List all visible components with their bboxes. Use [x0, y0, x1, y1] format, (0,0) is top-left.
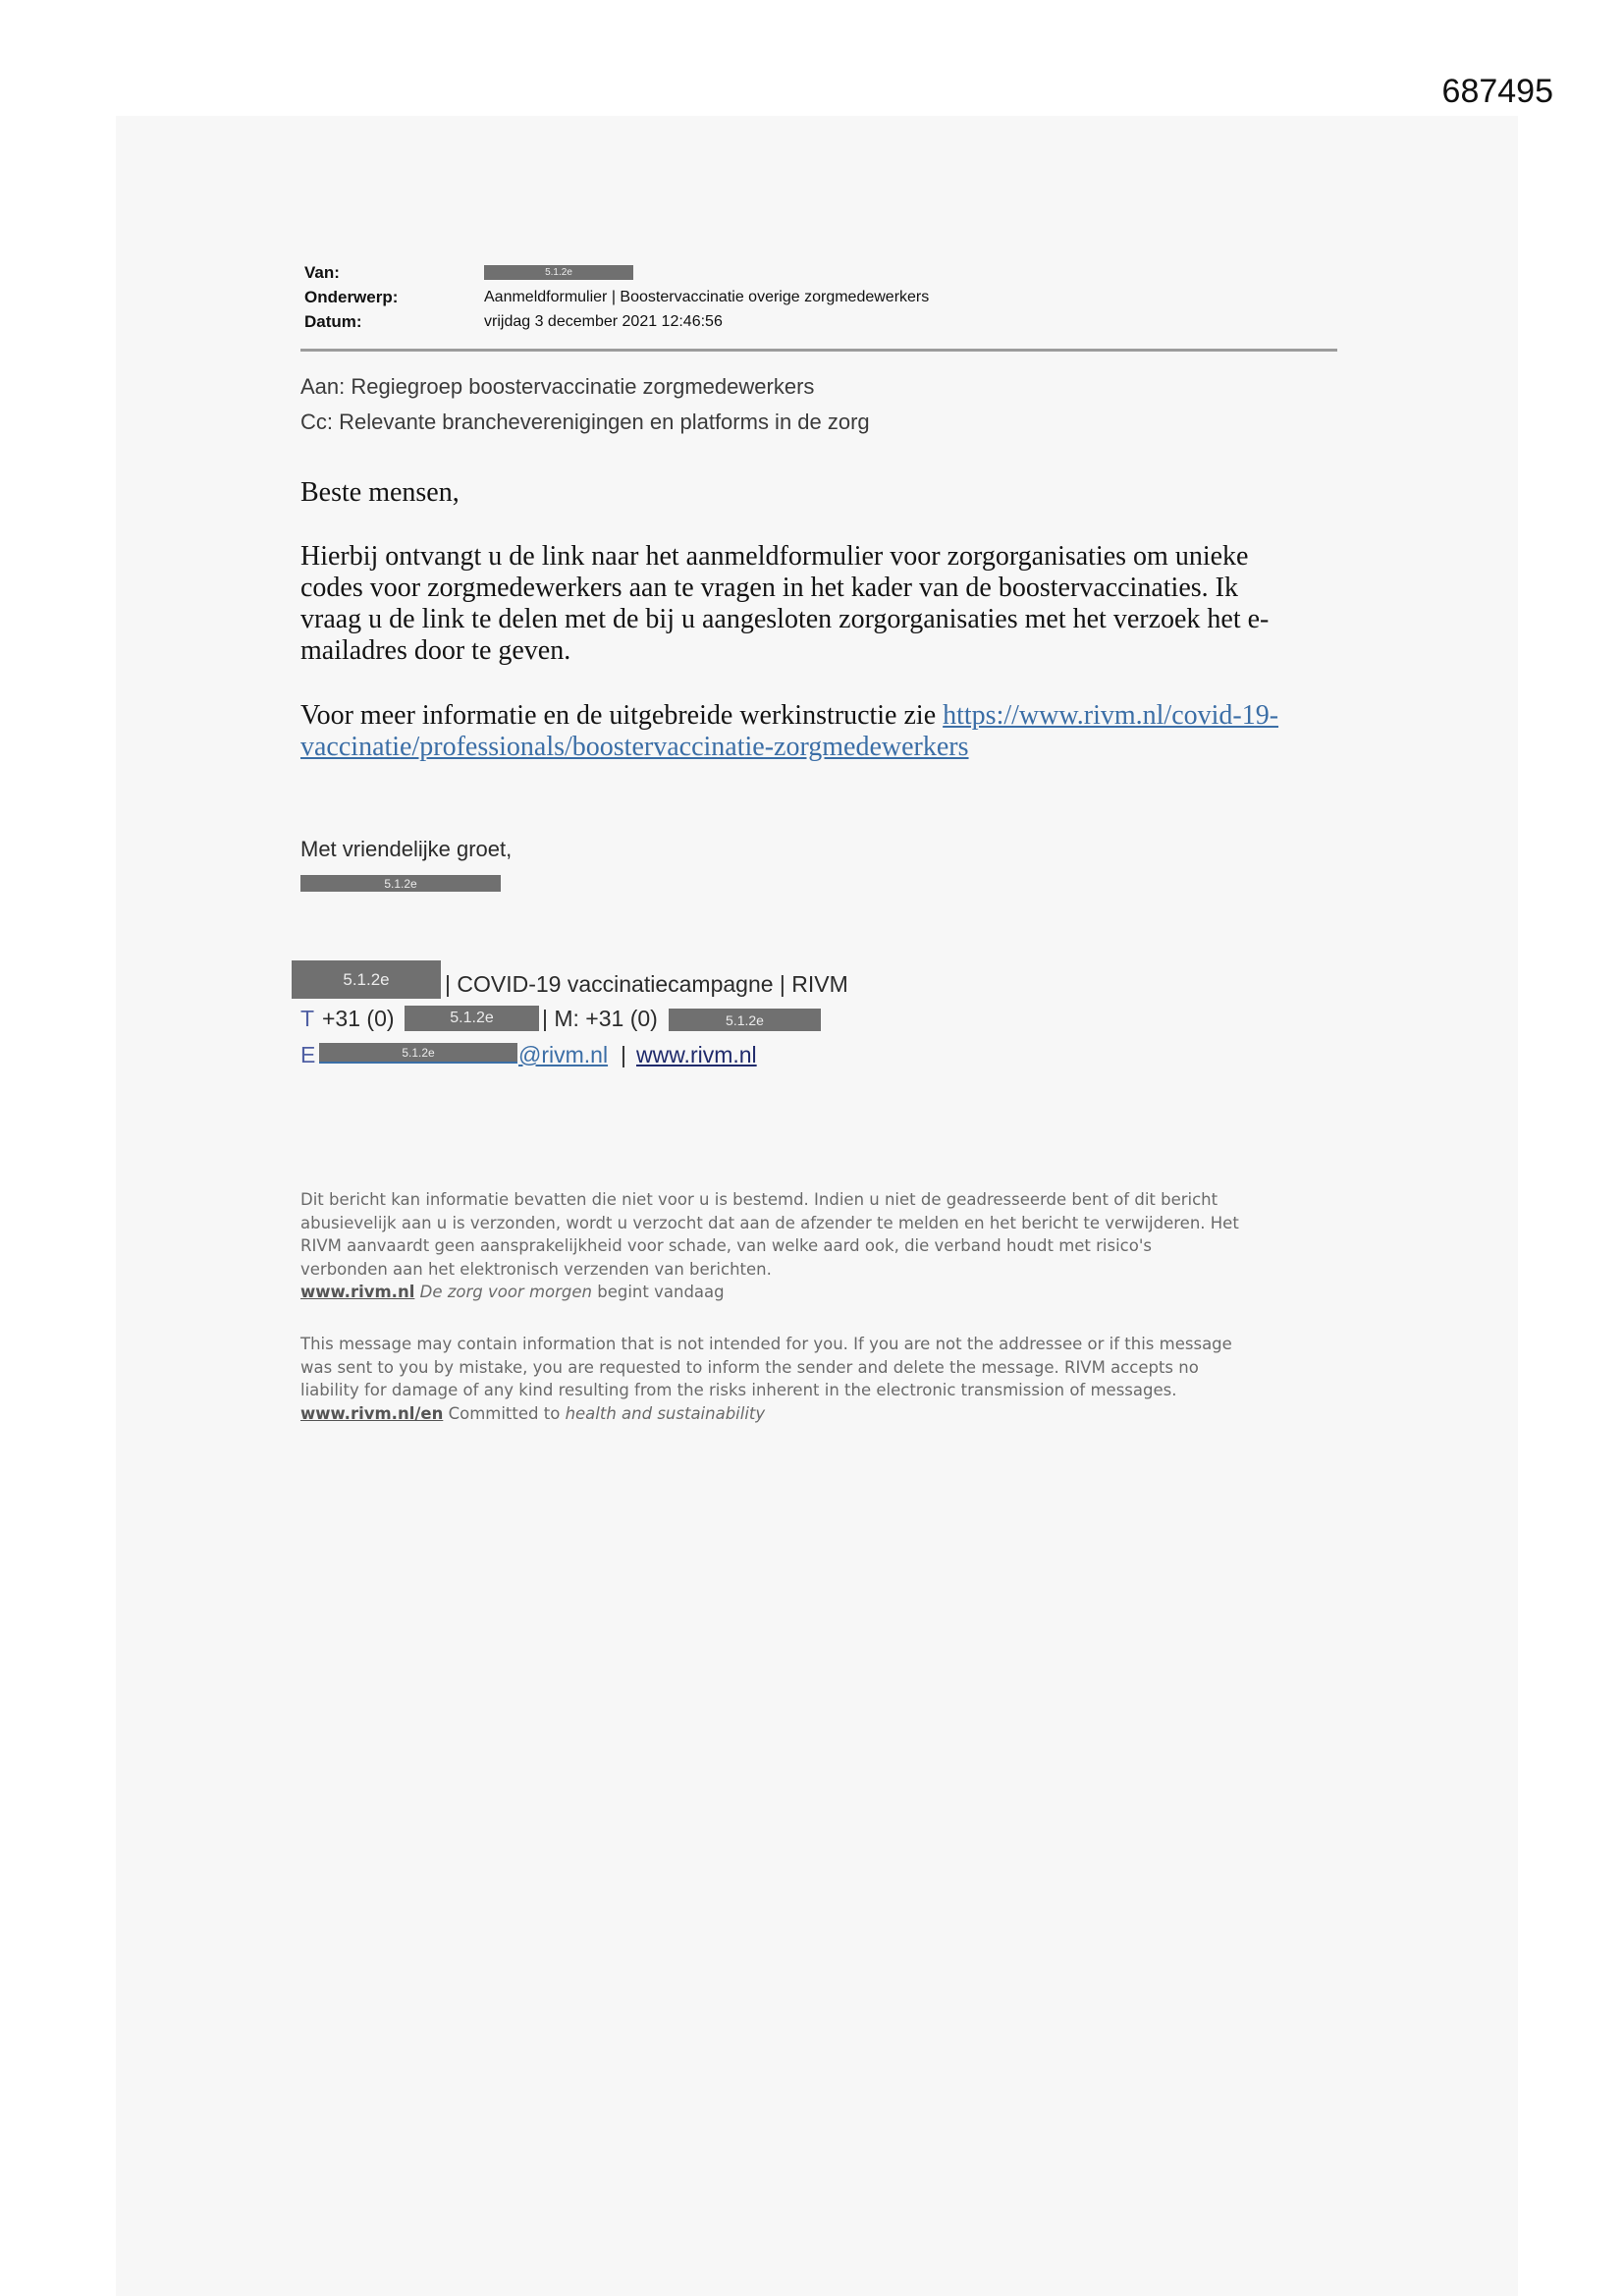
redaction-box: [300, 875, 501, 892]
paragraph-line: codes voor zorgmedewerkers aan te vragen in het kader van de boostervaccinaties. Ik: [300, 573, 1238, 603]
disclaimer-tagline: [300, 1402, 1232, 1426]
from-label: Van:: [304, 262, 340, 282]
disclaimer-line: abusievelijk aan u is verzonden, wordt u verzocht dat aan de afzender te melden en het bericht te verwijderen. Het: [300, 1213, 1239, 1232]
mobile-prefix: | M: +31 (0): [542, 1006, 658, 1031]
tagline-end: begint vandaag: [597, 1283, 725, 1302]
redaction-code: 5.1.2e: [450, 1010, 494, 1026]
disclaimer-english: [300, 1333, 1232, 1425]
cc-line: Cc: Relevante brancheverenigingen en platforms in de zorg: [300, 410, 870, 434]
email-header: [304, 260, 929, 334]
disclaimer-line: Dit bericht kan informatie bevatten die niet voor u is bestemd. Indien u niet de geadresseerde bent of dit bericht: [300, 1190, 1218, 1209]
redaction-code: 5.1.2e: [343, 969, 390, 989]
header-row-from: [304, 260, 929, 285]
redaction-box: [292, 960, 441, 999]
phone-prefix: +31 (0): [322, 1006, 395, 1031]
date-value: vrijdag 3 december 2021 12:46:56: [484, 312, 723, 330]
info-line: [300, 700, 1278, 732]
disclaimer-line: This message may contain information that is not intended for you. If you are not the addressee or if this message: [300, 1335, 1232, 1353]
to-line: Aan: Regiegroep boostervaccinatie zorgmedewerkers: [300, 374, 815, 399]
subject-value: Aanmeldformulier | Boostervaccinatie overige zorgmedewerkers: [484, 288, 930, 305]
redaction-box: [484, 265, 633, 280]
signature-title: | COVID-19 vaccinatiecampagne | RIVM: [445, 971, 848, 997]
disclaimer-line: RIVM aanvaardt geen aansprakelijkheid voor schade, van welke aard ook, die verband houdt met risico's: [300, 1236, 1152, 1256]
instruction-link-part-2[interactable]: vaccinatie/professionals/boostervaccinatie-zorgmedewerkers: [300, 732, 969, 762]
redaction-box: [405, 1006, 539, 1031]
disclaimer-line: was sent to you by mistake, you are requested to inform the sender and delete the message. RIVM accepts no: [300, 1357, 1199, 1377]
tagline-start: Committed to: [448, 1403, 561, 1423]
redaction-box: [669, 1009, 821, 1031]
info-paragraph: [300, 700, 1278, 763]
instruction-link-part-1[interactable]: https://www.rivm.nl/covid-19-: [943, 700, 1279, 731]
document-number: 687495: [1441, 73, 1553, 110]
disclaimer-tagline: [300, 1281, 1239, 1304]
header-divider: [300, 349, 1337, 352]
recipients: [300, 369, 870, 440]
paragraph-line: mailadres door te geven.: [300, 635, 571, 666]
info-line: [300, 732, 1278, 763]
separator: |: [621, 1042, 626, 1067]
redaction-code: 5.1.2e: [545, 267, 572, 278]
redaction-code: 5.1.2e: [384, 876, 417, 891]
salutation: Beste mensen,: [300, 477, 460, 508]
body-paragraph: [300, 541, 1269, 667]
paragraph-line: Hierbij ontvangt u de link naar het aanmeldformulier voor zorgorganisaties om unieke: [300, 541, 1249, 572]
tagline-italic: De zorg voor morgen: [419, 1283, 592, 1302]
rivm-link[interactable]: www.rivm.nl: [300, 1283, 415, 1302]
header-row-subject: [304, 285, 929, 309]
redaction-code: 5.1.2e: [402, 1045, 435, 1060]
rivm-en-link[interactable]: www.rivm.nl/en: [300, 1403, 444, 1423]
email-label: E: [300, 1042, 316, 1067]
subject-label: Onderwerp:: [304, 287, 399, 306]
date-label: Datum:: [304, 311, 362, 331]
email-link[interactable]: @rivm.nl: [518, 1042, 609, 1067]
closing: Met vriendelijke groet,: [300, 837, 513, 861]
disclaimer-line: verbonden aan het elektronisch verzenden van berichten.: [300, 1259, 772, 1279]
redaction-box: [319, 1043, 517, 1064]
info-text: Voor meer informatie en de uitgebreide werkinstructie zie: [300, 700, 937, 731]
phone-label: T: [300, 1006, 315, 1031]
disclaimer-line: liability for damage of any kind resulting from the risks inherent in the electronic transmission of messages.: [300, 1381, 1177, 1400]
redaction-code: 5.1.2e: [726, 1011, 764, 1028]
website-link[interactable]: www.rivm.nl: [636, 1042, 757, 1067]
paragraph-line: vraag u de link te delen met de bij u aangesloten zorgorganisaties met het verzoek het e-: [300, 604, 1270, 634]
disclaimer-dutch: [300, 1188, 1239, 1304]
header-row-date: [304, 309, 929, 334]
tagline-italic: health and sustainability: [565, 1403, 766, 1423]
